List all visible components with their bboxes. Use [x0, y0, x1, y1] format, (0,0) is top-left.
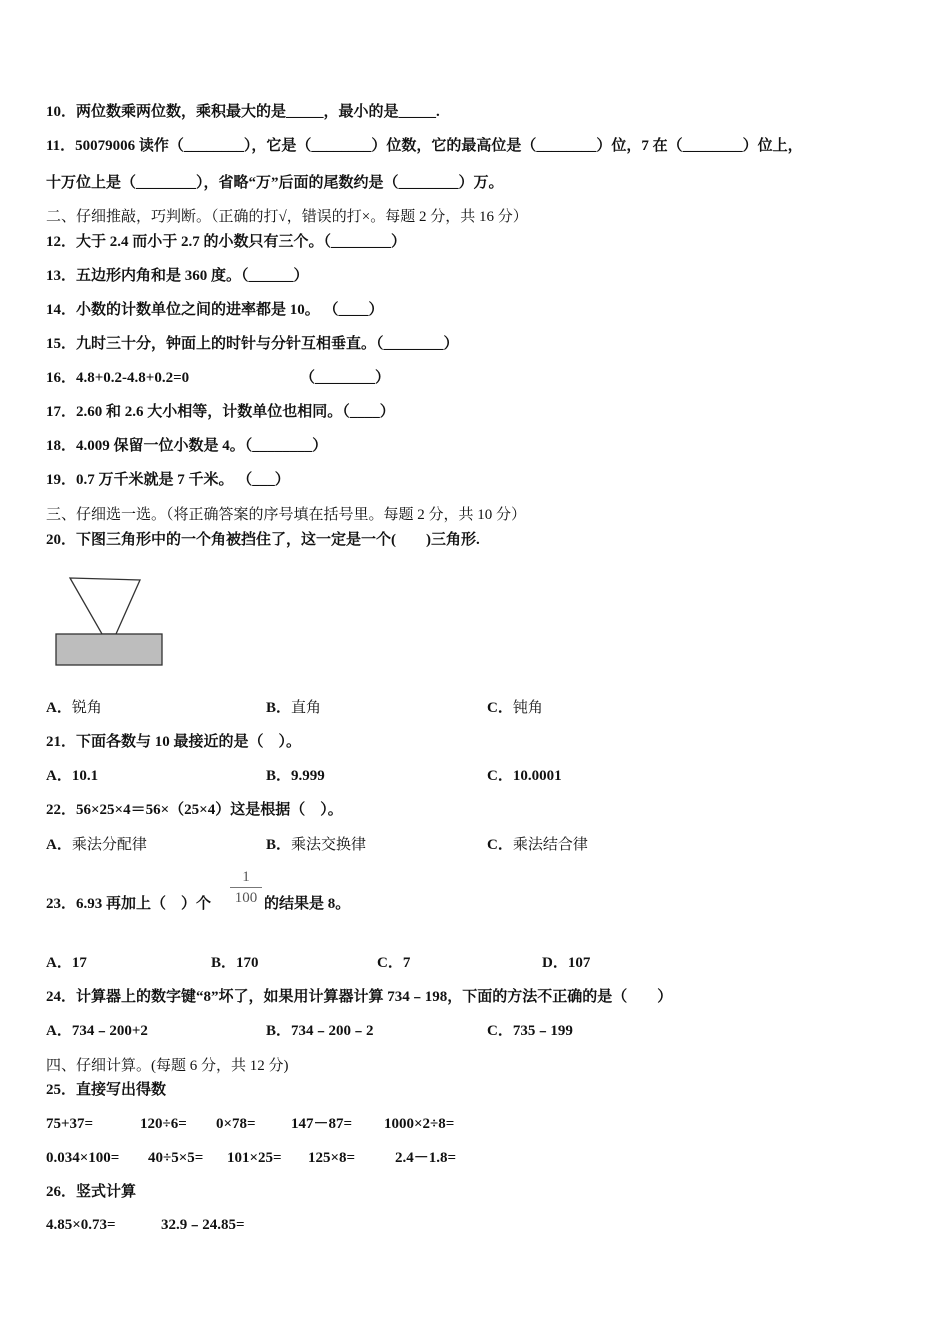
- section-4-heading: 四、仔细计算。(每题 6 分，共 12 分): [46, 1058, 289, 1074]
- q24-option-c[interactable]: C．735﹣199: [487, 1023, 573, 1039]
- q23-option-d[interactable]: D．107: [542, 955, 591, 971]
- fraction-denominator: 100: [234, 890, 258, 906]
- q24-option-a[interactable]: A．734﹣200+2: [46, 1023, 148, 1039]
- question-19: 19．0.7 万千米就是 7 千米。 （___）: [46, 472, 290, 488]
- calc-item: 101×25=: [227, 1150, 282, 1166]
- question-25: 25．直接写出得数: [46, 1082, 167, 1098]
- q22-option-b[interactable]: B．乘法交换律: [266, 837, 367, 853]
- fraction-bar: [230, 887, 262, 888]
- calc-item: 0.034×100=: [46, 1150, 120, 1166]
- calc-item: 147－87=: [291, 1116, 353, 1132]
- q20-option-c[interactable]: C．钝角: [487, 700, 543, 716]
- q23-option-a[interactable]: A．17: [46, 955, 87, 971]
- question-23-suffix: 的结果是 8。: [264, 896, 351, 912]
- fraction-one-hundredth: [230, 868, 262, 907]
- question-11-line1: 11．50079006 读作（________），它是（________）位数，它的最高位是（________）位，7 在（________）位上，: [46, 138, 803, 154]
- calc-item: 4.85×0.73=: [46, 1217, 116, 1233]
- question-12: 12．大于 2.4 而小于 2.7 的小数只有三个。（________）: [46, 234, 407, 250]
- question-14: 14．小数的计数单位之间的进率都是 10。 （____）: [46, 302, 384, 318]
- q20-option-b[interactable]: B．直角: [266, 700, 322, 716]
- question-23-prefix: 23．6.93 再加上（ ）个: [46, 896, 212, 912]
- question-13: 13．五边形内角和是 360 度。（______）: [46, 268, 309, 284]
- question-20: 20．下图三角形中的一个角被挡住了，这一定是一个( )三角形.: [46, 532, 480, 548]
- q23-option-b[interactable]: B．170: [211, 955, 259, 971]
- q21-option-a[interactable]: A．10.1: [46, 768, 99, 784]
- q20-option-a[interactable]: A．锐角: [46, 700, 102, 716]
- calc-item: 0×78=: [216, 1116, 256, 1132]
- question-22: 22．56×25×4＝56×（25×4）这是根据（ ）。: [46, 802, 343, 818]
- calc-item: 120÷6=: [140, 1116, 187, 1132]
- section-3-heading: 三、仔细选一选。（将正确答案的序号填在括号里。每题 2 分，共 10 分）: [46, 507, 527, 523]
- question-16: 16．4.8+0.2-4.8+0.2=0: [46, 370, 190, 386]
- calc-item: 125×8=: [308, 1150, 356, 1166]
- section-2-heading: 二、仔细推敲，巧判断。（正确的打√，错误的打×。每题 2 分，共 16 分）: [46, 209, 528, 225]
- q22-option-c[interactable]: C．乘法结合律: [487, 837, 588, 853]
- question-21: 21．下面各数与 10 最接近的是（ ）。: [46, 734, 302, 750]
- question-15: 15．九时三十分，钟面上的时针与分针互相垂直。（________）: [46, 336, 459, 352]
- calc-item: 1000×2÷8=: [384, 1116, 455, 1132]
- calc-item: 75+37=: [46, 1116, 94, 1132]
- triangle-figure: [50, 570, 170, 670]
- question-18: 18．4.009 保留一位小数是 4。（________）: [46, 438, 328, 454]
- q22-option-a[interactable]: A．乘法分配律: [46, 837, 147, 853]
- question-17: 17．2.60 和 2.6 大小相等，计数单位也相同。（____）: [46, 404, 395, 420]
- question-11-line2: 十万位上是（________），省略“万”后面的尾数约是（________）万。: [46, 175, 504, 191]
- question-10: 10．两位数乘两位数，乘积最大的是_____，最小的是_____.: [46, 104, 440, 120]
- q24-option-b[interactable]: B．734﹣200﹣2: [266, 1023, 374, 1039]
- calc-item: 40÷5×5=: [148, 1150, 204, 1166]
- triangle-shape: [70, 578, 140, 634]
- calc-item: 2.4－1.8=: [395, 1150, 457, 1166]
- fraction-numerator: 1: [242, 869, 250, 885]
- question-16-blank: （________）: [300, 370, 391, 386]
- question-24: 24．计算器上的数字键“8”坏了，如果用计算器计算 734﹣198，下面的方法不正确的是（ ）: [46, 989, 673, 1005]
- q21-option-c[interactable]: C．10.0001: [487, 768, 562, 784]
- question-26: 26．竖式计算: [46, 1184, 137, 1200]
- calc-item: 32.9﹣24.85=: [161, 1217, 245, 1233]
- covering-rectangle: [56, 634, 162, 665]
- q23-option-c[interactable]: C．7: [377, 955, 411, 971]
- q21-option-b[interactable]: B．9.999: [266, 768, 325, 784]
